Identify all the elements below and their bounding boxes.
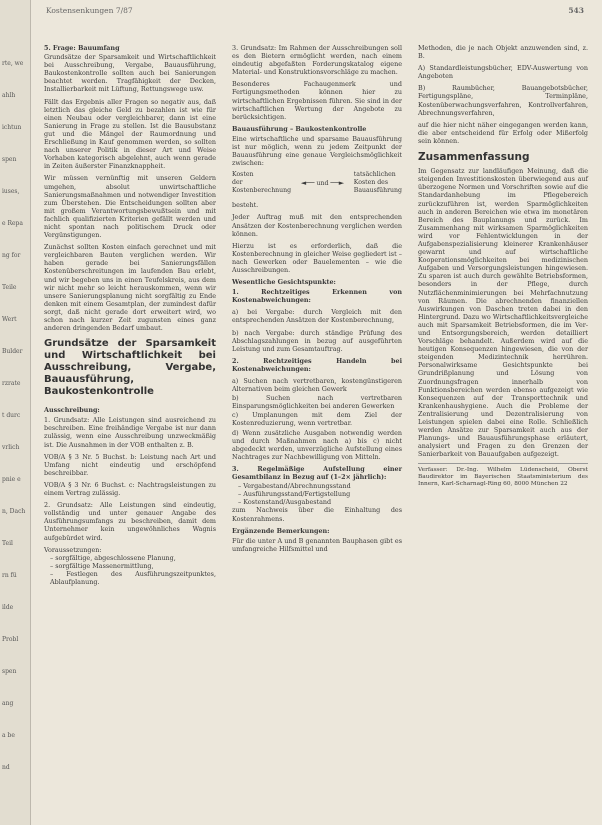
list-item: – Vergabestand/Abrechnungsstand	[238, 482, 351, 491]
margin-fragment: rn fü	[2, 572, 17, 579]
flow-right-line: Bauausführung	[353, 187, 402, 195]
margin-fragment: ahlh	[2, 92, 16, 99]
col1-paragraph: VOB/A § 3 Nr. 6 Buchst. c: Nachtragsleistungen zu einem Vertrag zulässig.	[44, 480, 216, 498]
subheading: Bauausführung – Baukostenkontrolle	[232, 124, 367, 133]
col2-paragraph: 1. Rechtzeitiges Erkennen von Kostenabweichungen:	[232, 288, 402, 305]
column-2	[232, 44, 402, 557]
col1-paragraph: Fällt das Ergebnis aller Fragen so negativ aus, daß letztlich das gleiche Geld zu bezahlen ist wie für einen Neubau oder vergleichbarer, dann ist eine Sanierung in Frage zu stellen. Ist die Bausubstanz gut und die Mängel der Raumordnung und Erschließung in Kauf genommen werden, so sollten nach unserer Politik in dieser Art und Weise Vorhaben kategorisch abgelehnt, auch wenn gerade in Zeiten äußerster Finanzknappheit.	[44, 97, 216, 171]
arrow-left-icon: ◄──	[300, 178, 315, 187]
margin-fragment: pnie e	[2, 476, 21, 483]
margin-fragment: spen	[2, 156, 17, 163]
margin-fragment: iuses,	[2, 188, 20, 195]
col1-paragraph: Grundsätze der Sparsamkeit und Wirtschaftlichkeit bei Ausschreibung, Vergabe, Bauausführung, Baukostenkontrolle sollten auch bei Sanierungen beachtet werden. Tragfähigkeit der Decken, Installierbarkeit mit Lüftung, Rettungswege usw.	[44, 53, 216, 94]
flow-left-line: Kosten	[232, 171, 254, 179]
margin-fragment: spen	[2, 668, 17, 675]
author-footnote: Verfasser: Dr.-Ing. Wilhelm Lüdenscheid, Oberst Baudirektor im Bayerischen Staatsministerium des Innern, Karl-Scharnagl-Ring 60, 8000 München 22	[418, 463, 588, 489]
cost-comparison-figure	[232, 171, 402, 195]
col2-paragraph: Hierzu ist es erforderlich, daß die Kostenberechnung in gleicher Weise gegliedert ist – nach Gewerken oder Bauelementen – wie die Ausschreibungen.	[232, 241, 402, 274]
left-page-margin	[0, 0, 31, 825]
flow-right	[354, 171, 402, 195]
running-header: Kostensenkungen 7/87	[46, 6, 133, 15]
margin-fragment: Teile	[2, 284, 17, 291]
page-number: 543	[568, 6, 584, 15]
col1-paragraph: VOB/A § 3 Nr. 5 Buchst. b: Leistung nach Art und Umfang nicht eindeutig und erschöpfend beschreibbar.	[44, 452, 216, 477]
margin-fragment: a be	[2, 732, 15, 739]
subheading: Wesentliche Gesichtspunkte:	[232, 278, 336, 287]
col1-paragraph: Voraussetzungen:	[44, 545, 102, 554]
col2-paragraph: Jeder Auftrag muß mit den entsprechenden Ansätzen der Kostenberechnung verglichen werden können.	[232, 213, 402, 238]
margin-fragment: Wert	[2, 316, 17, 323]
column-3	[418, 44, 588, 489]
column-1	[44, 44, 216, 586]
col3-paragraph: B) Raumbücher, Bauangebotsbücher, Fertigungspläne, Terminpläne, Kostenüberwachungsverfahren, Kontrollverfahren, Abrechnungsverfahren,	[418, 84, 588, 117]
margin-fragment: ang	[2, 700, 14, 707]
col2-paragraph: besteht.	[232, 201, 259, 210]
col2-paragraph: b) Suchen nach vertretbaren Einsparungsmöglichkeiten bei anderen Gewerken	[232, 394, 402, 411]
col3-paragraph: Methoden, die je nach Objekt anzuwenden sind, z. B.	[418, 44, 588, 61]
col1-paragraph: Wir müssen vernünftig mit unseren Geldern umgehen, absolut unwirtschaftliche Sanierungsmaßnahmen und notwendiger Investition zum Überstehen. Die Entscheidungen sollten aber mit großem Verantwortungsbewußtsein und mit fachlich qualifizierten Kriterien gefällt werden und nicht spontan nach politischem Druck oder Vergünstigungen.	[44, 174, 216, 240]
col2-paragraph: Eine wirtschaftliche und sparsame Bauausführung ist nur möglich, wenn zu jedem Zeitpunkt der Bauausführung eine genaue Vergleichsmöglichkeit zwischen:	[232, 134, 402, 168]
arrow-right-icon: ──►	[330, 178, 345, 187]
col1-heading: 5. Frage: Bauumfang	[44, 44, 120, 52]
col2-paragraph: c) Umplanungen mit dem Ziel der Kostenreduzierung, wenn vertretbar.	[232, 411, 402, 428]
margin-fragment: rzrate	[2, 380, 21, 387]
col3-paragraph: auf die hier nicht näher eingegangen werden kann, die aber entscheidend für Erfolg oder Mißerfolg sein können.	[418, 120, 588, 145]
col2-paragraph: Besonderes Fachaugenmerk und Fertigungsmethoden können hier zu wirtschaftlichen Ergebnissen führen. Sie sind in der wirtschaftlichen Wertung der Angebote zu berücksichtigen.	[232, 80, 402, 121]
col3-paragraph: A) Standardleistungsbücher, EDV-Auswertung von Angeboten	[418, 64, 588, 81]
subheading: Ausschreibung:	[44, 406, 100, 415]
flow-right-line: Kosten des	[353, 179, 389, 187]
margin-fragment: n, Dach	[2, 508, 26, 515]
margin-fragment: vrlich	[2, 444, 20, 451]
margin-fragment: ichtun	[2, 124, 22, 131]
balance-list	[232, 482, 402, 506]
margin-fragment: Teil	[2, 540, 13, 547]
flow-right-line: tatsächlichen	[353, 171, 396, 179]
col2-paragraph: b) nach Vergabe: durch ständige Prüfung des Abschlagszahlungen in bezug auf ausgeführten Leistung und zum Gesamtauftrag.	[232, 328, 402, 353]
list-item: – Ausführungsstand/Fertigstellung	[238, 490, 351, 499]
margin-fragment: rte, we	[2, 60, 24, 67]
requirements-list	[44, 554, 216, 586]
col1-paragraph: 2. Grundsatz: Alle Leistungen sind eindeutig, vollständig und unter genauer Angabe des Ausführungsumfangs zu beschreiben, damit dem Unternehmer kein ungewöhnliches Wagnis aufgebürdet wird.	[44, 501, 216, 542]
col2-paragraph: 3. Regelmäßige Aufstellung einer Gesamtbilanz in Bezug auf (1–2× jährlich):	[232, 464, 402, 482]
margin-fragment: Bulder	[2, 348, 23, 355]
col2-paragraph: Für die unter A und B genannten Bauphasen gibt es umfangreiche Hilfsmittel und	[232, 536, 402, 553]
summary-paragraph: Im Gegensatz zur landläufigen Meinung, daß die steigenden Investitionskosten überwiegend aus auf überzogene Normen und Vorschriften sowie auf die Standardanhebung im Pflegebereich zurückzuführen ist, werden Sparmöglichkeiten auch in anderen Bereichen wie etwa im monetären Bereich des Bauplanungs und zurück. Im Zusammenhang mit wirksamen Sparmöglichkeiten wird vor Fehlentwicklungen in der Aufgabenspezialisierung kleinerer Krankenhäuser gewarnt und auf wirtschaftliche Kooperationsmöglichkeiten bei medizinischen Aufgaben und Versorgungsleistungen hingewiesen. Zu sparen ist auch durch gewählte Betriebsformen, besonders in der Pflege, durch Nutzflächenminimierungen bei Mehrfachnutzung von Räumen. Die abrechnenden finanziellen Auswirkungen von Daschen treten dabei in den Hintergrund. Dazu wo Wirtschaftlichkeitsvergleiche auch mit Sparsamkeit Betriebsformen, die im Ver- und Entsorgungsbereich, werden detailliert Vorschläge behandelt. Außerdem wird auf die heutigen Konsequenzen hingewiesen, die von der steigenden Medizintechnik herrühren. Personalwirksame Gesichtspunkte bei Grundrißplanung und Lösung von Zuordnungsfragen innerhalb von Funktionsbereichen werden ebenso aufgezeigt wie Konsequenzen auf der Transporttechnik und Krankenhaushygiene. Auch die Probleme der Zentralisierung und Dezentralisierung von Leistungen spielen dabei eine Rolle. Schließlich werden Ansätze zur Sparsamkeit auch aus der Planungs- und Bauausführungsphase erläutert, analysiert und Fragen zu den Grenzen der Sanierbarkeit von Bauaufgaben aufgezeigt.	[418, 167, 588, 459]
margin-fragment: e Repa	[2, 220, 23, 227]
col2-paragraph: 2. Rechtzeitiges Handeln bei Kostenabweichungen:	[232, 356, 402, 373]
flow-and: und	[316, 179, 329, 187]
margin-fragment: Probl	[2, 636, 19, 643]
list-item: – sorgfältige Massenermittlung,	[50, 561, 154, 570]
col2-paragraph: zum Nachweis über die Einhaltung des Kostenrahmens.	[232, 506, 402, 523]
section-title: Grundsätze der Sparsamkeit und Wirtschaftlichkeit bei Ausschreibung, Vergabe, Bauausführung, Baukostenkontrolle	[44, 338, 216, 398]
summary-title: Zusammenfassung	[418, 151, 530, 164]
flow-left-line: Kostenberechnung	[232, 187, 292, 195]
list-item: – Kostenstand/Ausgabestand	[238, 498, 332, 507]
col2-paragraph: a) Suchen nach vertretbaren, kostengünstigeren Alternativen beim gleichen Gewerk	[232, 377, 402, 394]
flow-left	[232, 171, 291, 195]
margin-fragment: t durc	[2, 412, 21, 419]
list-item: – sorgfältige, abgeschlossene Planung,	[50, 553, 176, 562]
flow-middle	[301, 179, 345, 188]
col1-paragraph: 1. Grundsatz: Alle Leistungen sind ausreichend zu beschreiben. Eine freihändige Vergabe ist nur dann zulässig, wenn eine Ausschreibung unzweckmäßig ist. Die Ausnahmen in der VOB enthalten z. B.	[44, 416, 216, 449]
list-item: – Festlegen des Ausführungszeitpunktes, Ablaufplanung.	[50, 569, 216, 586]
col2-paragraph: 3. Grundsatz: Im Rahmen der Ausschreibungen soll es den Bietern ermöglicht werden, nach einem eindeutig abgefaßten Forderungskatalog eigene Material- und Konstruktionsvorschläge zu machen.	[232, 44, 402, 77]
margin-fragment: ilde	[2, 604, 14, 611]
margin-fragment: nd	[2, 764, 10, 771]
col2-paragraph: d) Wenn zusätzliche Ausgaben notwendig werden und durch Maßnahmen nach a) bis c) nicht abgedeckt werden, unverzügliche Aufstellung eines Nachtrages zur Nachbewilligung von Mitteln.	[232, 428, 402, 461]
flow-left-line: der	[232, 179, 243, 187]
subheading: Ergänzende Bemerkungen:	[232, 526, 330, 535]
col2-paragraph: a) bei Vergabe: durch Vergleich mit den entsprechenden Ansätzen der Kostenberechnung,	[232, 308, 402, 325]
col1-paragraph: Zunächst sollten Kosten einfach gerechnet und mit vergleichbaren Bauten verglichen werden. Wir haben gerade bei Sanierungsfällen Kostenüberschreitungen im laufenden Bau erlebt, und wir begeben uns in einen Teufelskreis, aus dem wir nicht mehr so leicht herauskommen, wenn wir unsere Sanierungsplanung nicht sorgfältig zu Ende denken mit einem Gesamtplan, der zumindest dafür sorgt, daß nicht gerade dort erweitert wird, wo schon nach kurzer Zeit zugunsten eines ganz anderen dringenden Bedarf umbaut.	[44, 243, 216, 333]
margin-fragment: ng for	[2, 252, 21, 259]
